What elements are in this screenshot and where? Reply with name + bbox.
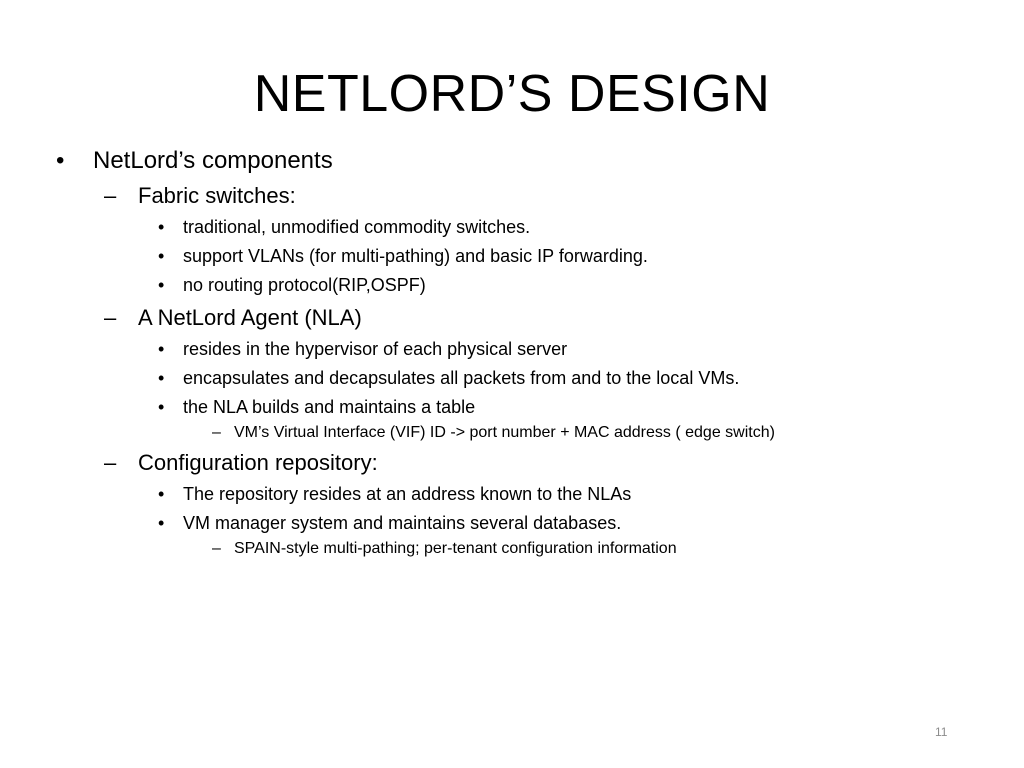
page-number: 11 xyxy=(935,725,948,739)
bullet-icon: • xyxy=(158,275,165,295)
dash-icon: – xyxy=(212,540,221,557)
bullet-icon: • xyxy=(158,368,165,388)
fabric-item-1: traditional, unmodified commodity switches. xyxy=(183,217,531,237)
bullet-icon: • xyxy=(158,339,165,359)
config-item-2-detail: SPAIN-style multi-pathing; per-tenant configuration information xyxy=(234,540,677,557)
slide-title: NETLORD’S DESIGN xyxy=(253,65,771,123)
sub-bullet-netlord-agent: A NetLord Agent (NLA) xyxy=(138,305,362,330)
bullet-icon: • xyxy=(158,217,165,237)
fabric-item-2: support VLANs (for multi-pathing) and basic IP forwarding. xyxy=(183,246,648,266)
dash-icon: – xyxy=(212,424,221,441)
bullet-icon: • xyxy=(158,484,165,504)
nla-item-2: encapsulates and decapsulates all packets from and to the local VMs. xyxy=(183,368,740,388)
nla-item-3-detail: VM’s Virtual Interface (VIF) ID -> port number + MAC address ( edge switch) xyxy=(234,424,775,441)
bullet-icon: • xyxy=(158,397,165,417)
bullet-icon: • xyxy=(158,513,165,533)
sub-bullet-fabric-switches: Fabric switches: xyxy=(138,183,296,208)
sub-bullet-configuration-repository: Configuration repository: xyxy=(138,450,378,475)
dash-icon: – xyxy=(104,183,117,208)
config-item-1: The repository resides at an address known to the NLAs xyxy=(183,484,632,504)
nla-item-1: resides in the hypervisor of each physical server xyxy=(183,339,568,359)
config-item-2: VM manager system and maintains several databases. xyxy=(183,513,622,533)
bullet-icon: • xyxy=(56,147,65,174)
fabric-item-3: no routing protocol(RIP,OSPF) xyxy=(183,275,426,295)
bullet-icon: • xyxy=(158,246,165,266)
nla-item-3: the NLA builds and maintains a table xyxy=(183,397,476,417)
dash-icon: – xyxy=(104,305,117,330)
dash-icon: – xyxy=(104,450,117,475)
bullet-components: NetLord’s components xyxy=(93,147,333,174)
